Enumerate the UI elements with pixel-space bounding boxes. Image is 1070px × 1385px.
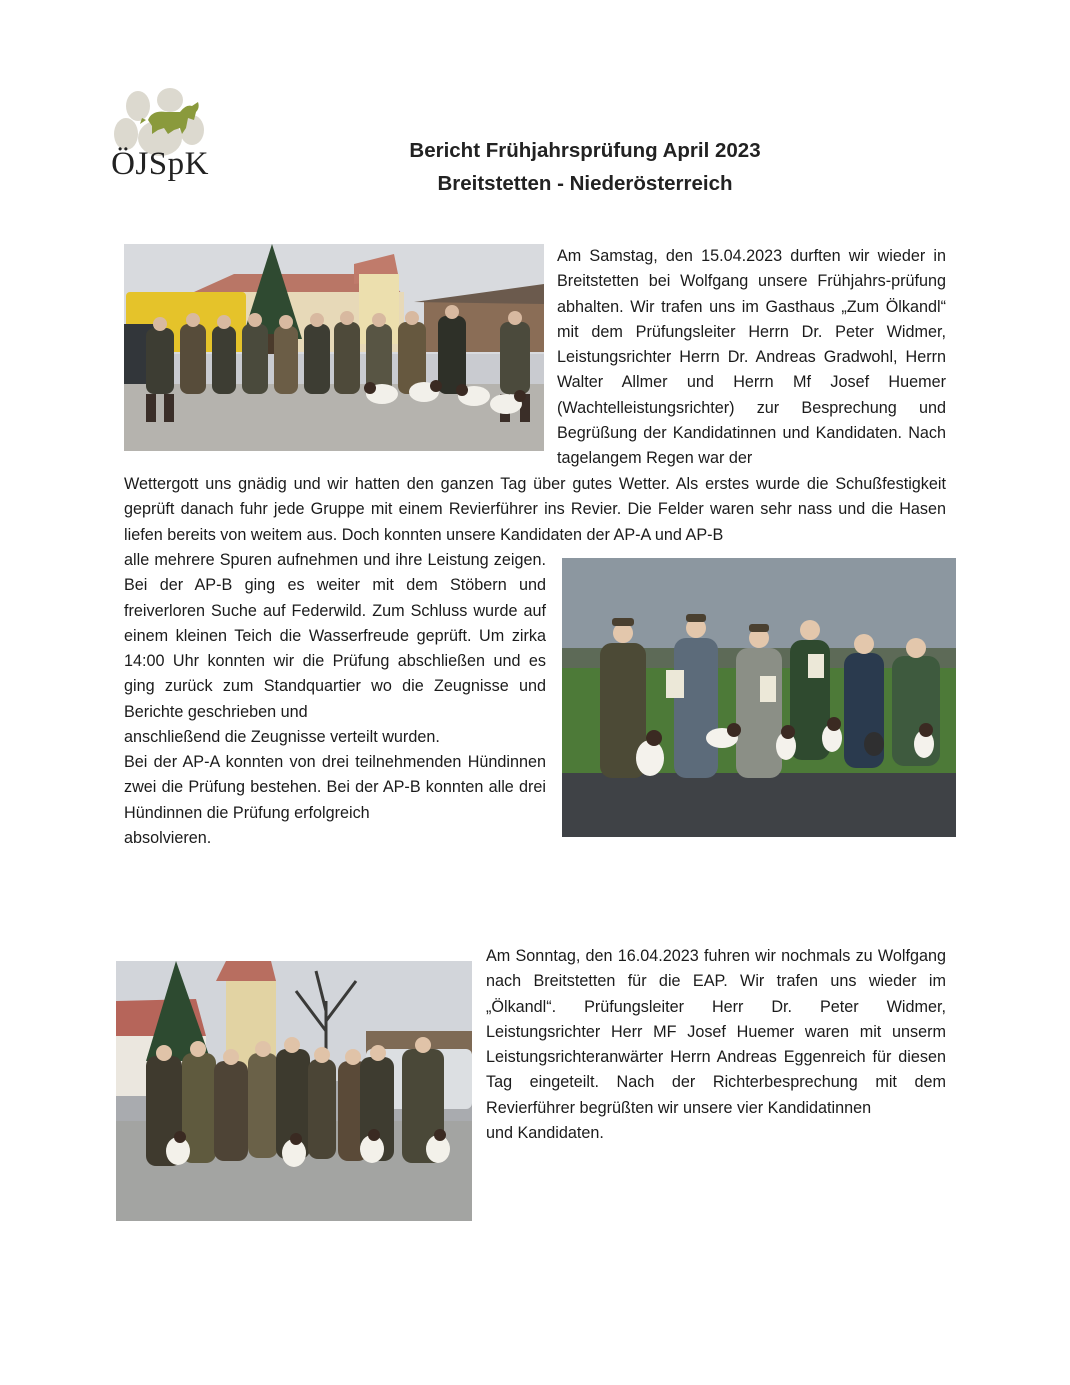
saturday-results-text: Bei der AP-A konnten von drei teilnehmenden Hündinnen zwei die Prüfung bestehen. Bei der AP-B konnten alle drei Hündinnen die Prüfung erfolgreich: [124, 753, 546, 822]
sunday-block: [486, 944, 946, 1146]
saturday-tests-end-text: anschließend die Zeugnisse verteilt wurden.: [124, 728, 440, 747]
sunday-text: Am Sonntag, den 16.04.2023 fuhren wir nochmals zu Wolfgang nach Breitstetten für die EAP. Wir trafen uns wieder im „Ölkandl“. Prüfungsleiter Herr Dr. Peter Widmer, Leistungsrichter Herr MF Josef Huemer waren mit unserm Leistungsrichteranwärter Herrn Andreas Eggenreich für diesen Tag eingeteilt. Nach der Richterbesprechung mit dem Revierführer begrüßten wir unsere vier Kandidatinnen: [486, 947, 946, 1117]
group-photo-saturday: [124, 244, 544, 451]
club-logo: [108, 88, 212, 184]
sunday-end-text: und Kandidaten.: [486, 1124, 604, 1143]
page-title: Bericht Frühjahrsprüfung April 2023: [409, 139, 761, 162]
group-photo-sunday: [116, 961, 472, 1221]
saturday-intro-text: Am Samstag, den 15.04.2023 durften wir wieder in Breitstetten bei Wolfgang unsere Frühjahrs-prüfung abhalten. Wir trafen uns im Gasthaus „Zum Ölkandl“ mit dem Prüfungsleiter Herrn Dr. Peter Widmer, Leistungsrichter Herrn Dr. Andreas Gradwohl, Herrn Walter Allmer und Herrn Mf Josef Huemer (Wachtelleistungsrichter) zur Besprechung und Begrüßung der Kandidatinnen und Kandidaten. Nach tagelangem Regen war der: [557, 247, 946, 468]
saturday-tests-block: [124, 548, 546, 750]
candidates-photo-field: [562, 558, 956, 837]
logo-text: ÖJSpK: [111, 146, 209, 182]
saturday-tests-text: alle mehrere Spuren aufnehmen und ihre Leistung zeigen. Bei der AP-B ging es weiter mit dem Stöbern und freiverloren Suche auf Federwild. Zum Schluss wurde auf einem kleinen Teich die Wasserfreude geprüft. Um zirka 14:00 Uhr konnten wir die Prüfung abschließen und es ging zurück zum Standquartier wo die Zeugnisse und Berichte geschrieben und: [124, 551, 546, 721]
saturday-results-block: [124, 750, 546, 851]
page-subtitle: Breitstetten - Niederösterreich: [437, 172, 733, 195]
document-header: [300, 134, 870, 200]
saturday-results-end-text: absolvieren.: [124, 828, 212, 847]
saturday-middle-text: Wettergott uns gnädig und wir hatten den ganzen Tag über gutes Wetter. Als erstes wurde die Schußfestigkeit geprüft danach fuhr jede Gruppe mit einem Revierführer ins Revier. Die Felder waren sehr nass und die Hasen liefen bereits von weitem aus. Doch konnten unsere Kandidaten der AP-A und AP-B: [124, 475, 946, 544]
